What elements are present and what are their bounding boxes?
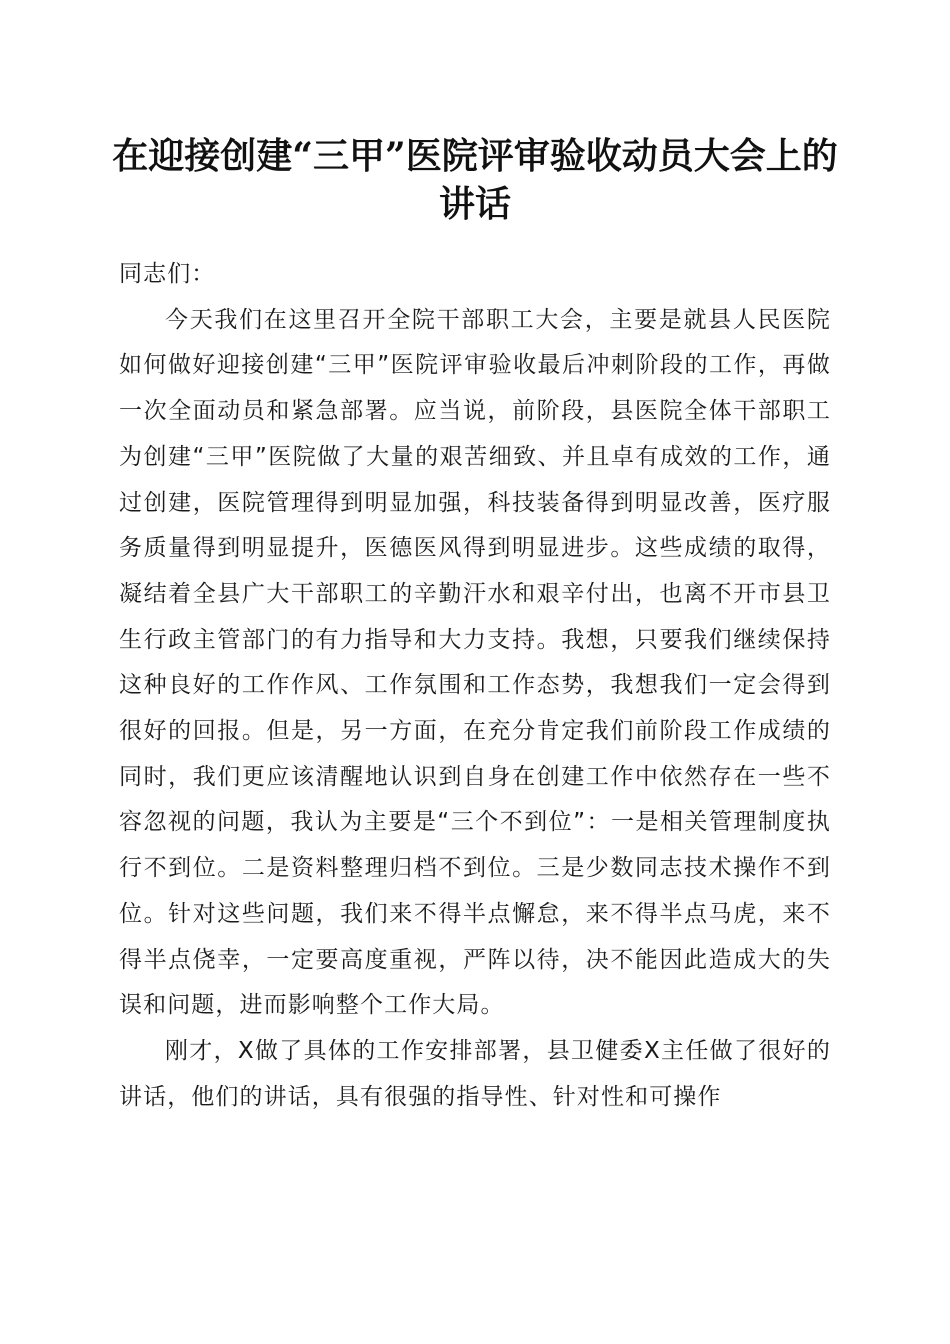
document-title: 在迎接创建“三甲”医院评审验收动员大会上的讲话 [112, 135, 838, 225]
paragraph-1: 今天我们在这里召开全院干部职工大会，主要是就县人民医院如何做好迎接创建“三甲”医院评审验收最后冲刺阶段的工作，再做一次全面动员和紧急部署。应当说，前阶段，县医院全体干部职工为创建“三甲”医院做了大量的艰苦细致、并且卓有成效的工作，通过创建，医院管理得到明显加强，科技装备得到明显改善，医疗服务质量得到明显提升，医德医风得到明显进步。这些成绩的取得，凝结着全县广大干部职工的辛勤汗水和艰辛付出，也离不开市县卫生行政主管部门的有力指导和大力支持。我想，只要我们继续保持这种良好的工作作风、工作氛围和工作态势，我想我们一定会得到很好的回报。但是，另一方面，在充分肯定我们前阶段工作成绩的同时，我们更应该清醒地认识到自身在创建工作中依然存在一些不容忽视的问题，我认为主要是“三个不到位”：一是相关管理制度执行不到位。二是资料整理归档不到位。三是少数同志技术操作不到位。针对这些问题，我们来不得半点懈怠，来不得半点马虎，来不得半点侥幸，一定要高度重视，严阵以待，决不能因此造成大的失误和问题，进而影响整个工作大局。 [119, 306, 831, 1019]
paragraph-2: 刚才，X做了具体的工作安排部署，县卫健委X主任做了很好的讲话，他们的讲话，具有很强的指导性、针对性和可操作 [119, 1037, 831, 1110]
document-body [119, 252, 831, 1120]
salutation: 同志们： [119, 261, 216, 287]
